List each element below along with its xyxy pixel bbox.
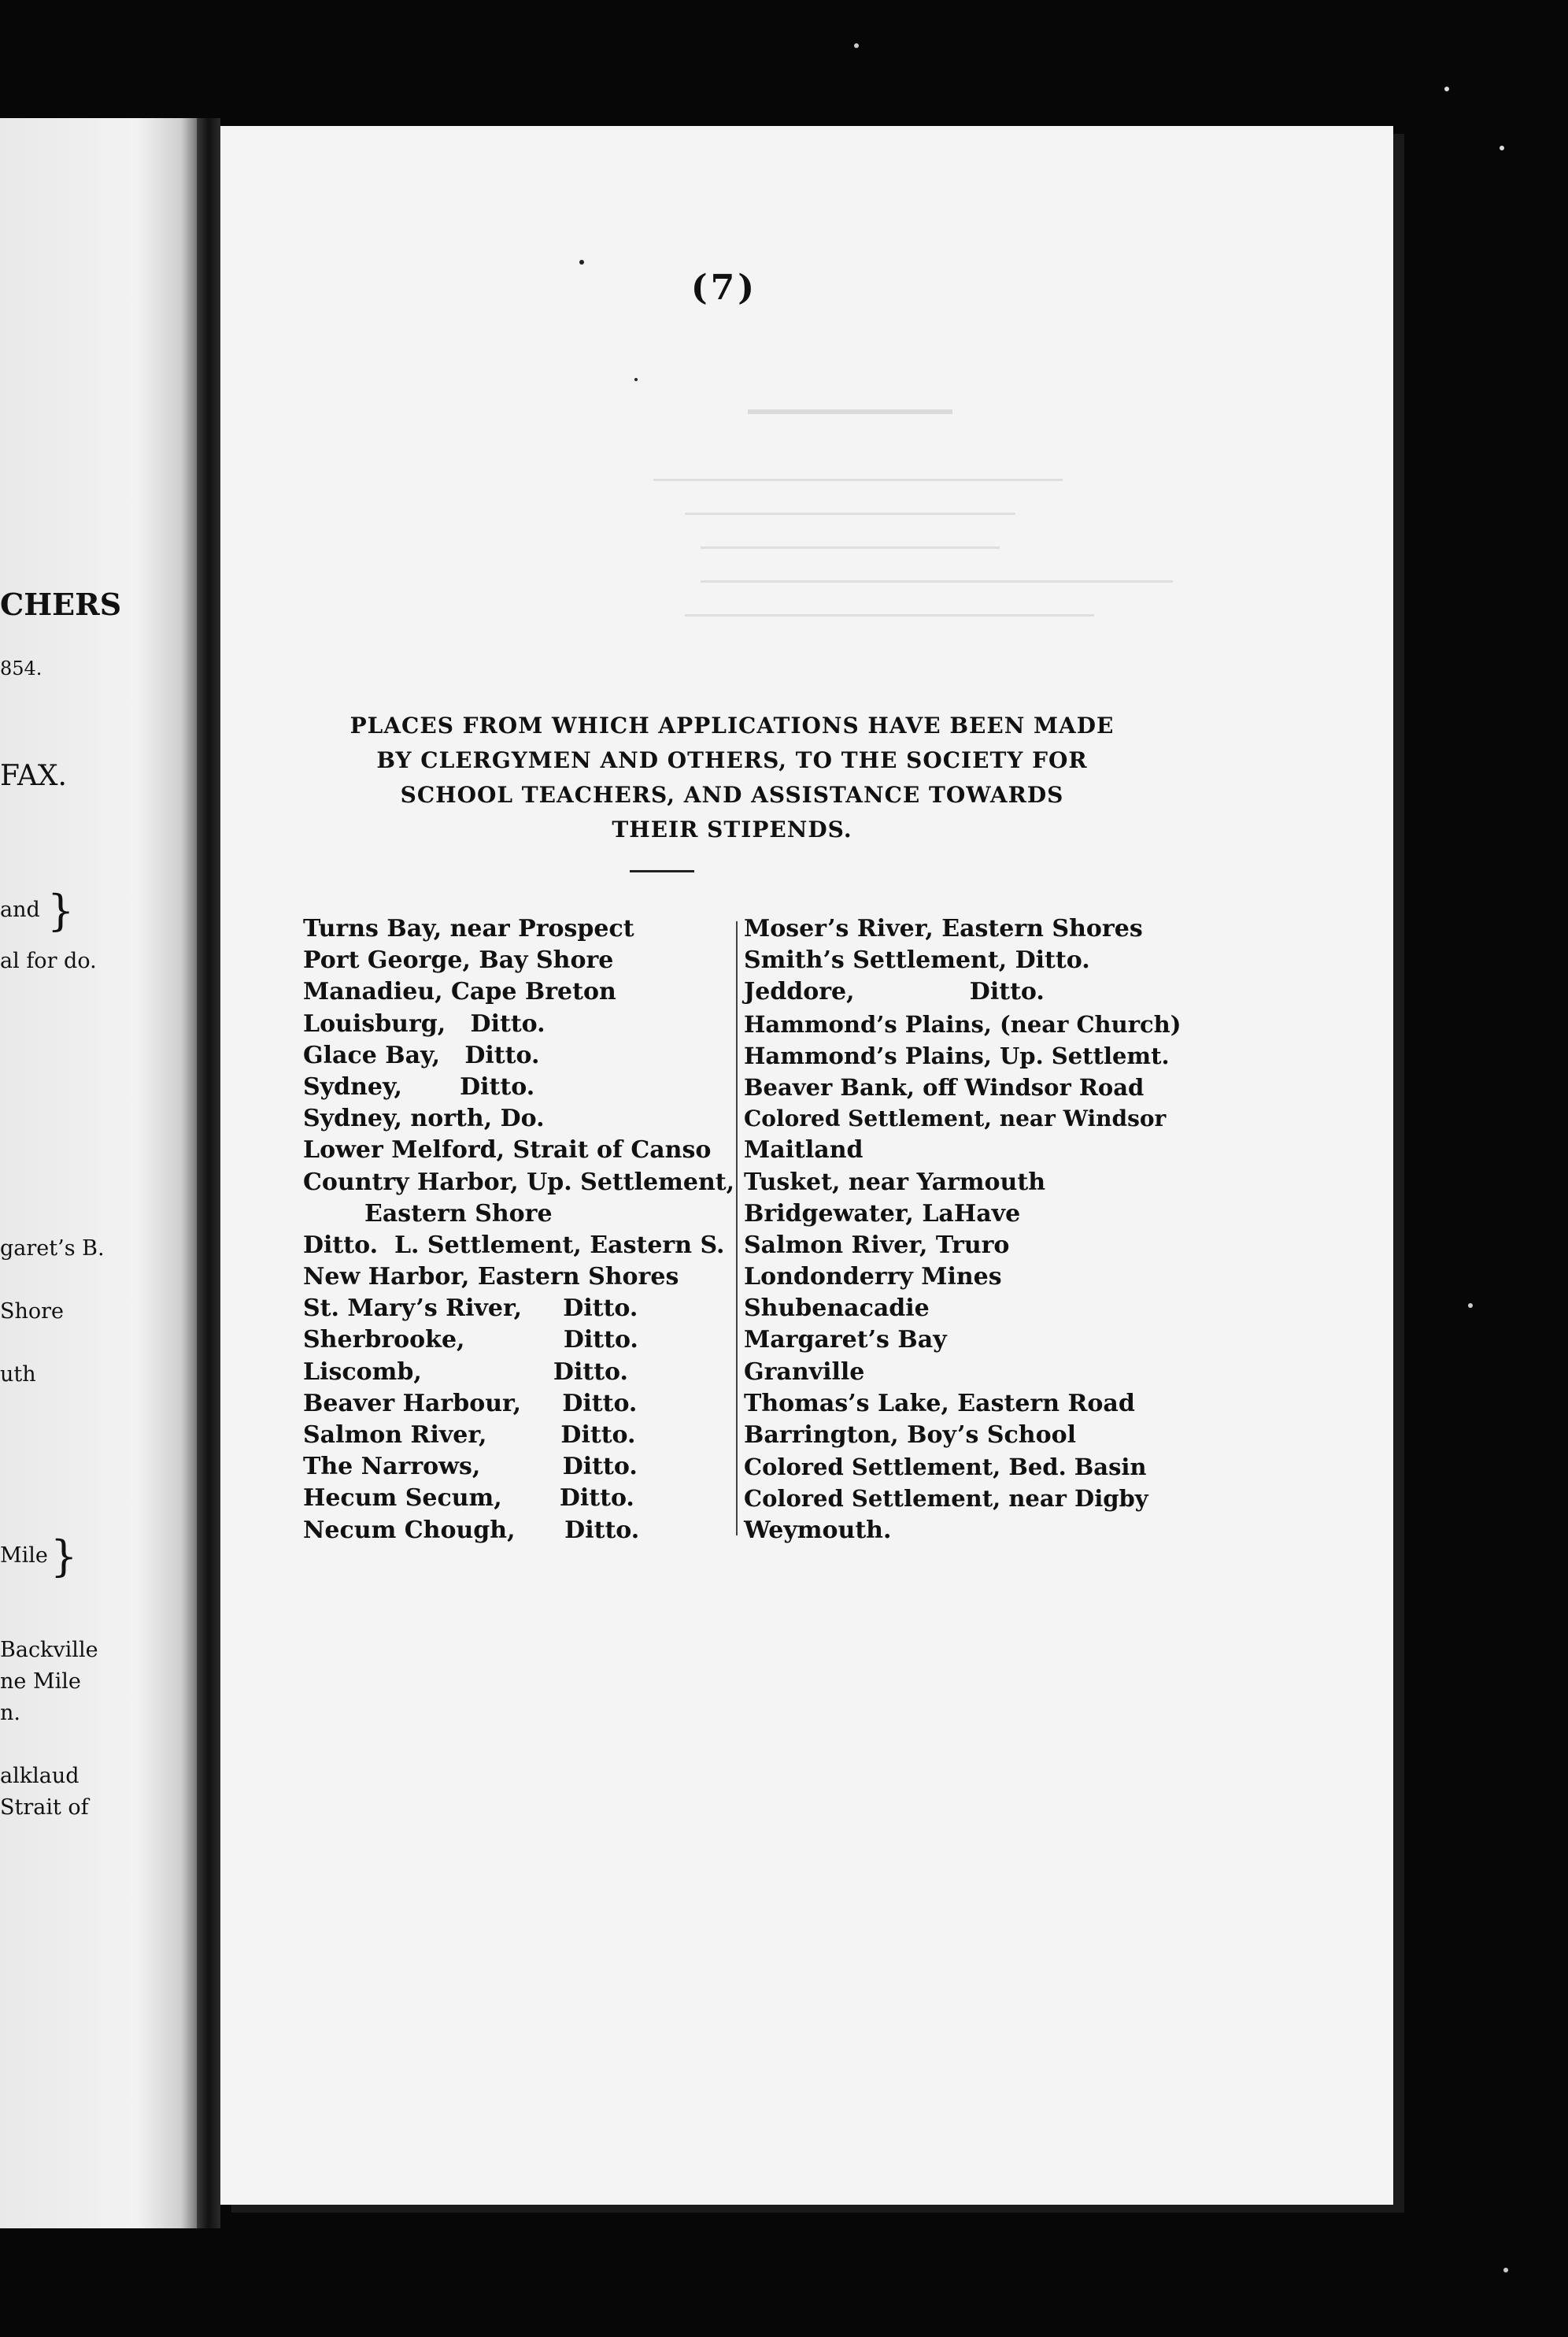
- left-line: uth: [0, 1362, 36, 1387]
- left-line: and: [0, 898, 40, 922]
- list-item: Tusket, near Yarmouth: [744, 1168, 1046, 1196]
- list-item: Lower Melford, Strait of Canso: [303, 1136, 712, 1165]
- speck: [1468, 1303, 1473, 1308]
- brace-glyph: }: [47, 886, 75, 935]
- left-line: alklaud: [0, 1764, 80, 1788]
- list-item: Eastern Shore: [364, 1199, 553, 1228]
- list-item: Shubenacadie: [744, 1294, 930, 1323]
- left-line: al for do.: [0, 949, 97, 973]
- list-item: Hecum Secum, Ditto.: [303, 1484, 634, 1513]
- list-item: Ditto. L. Settlement, Eastern S.: [303, 1231, 725, 1259]
- list-item: Turns Bay, near Prospect: [303, 915, 634, 943]
- speck: [1444, 87, 1449, 91]
- left-line: ne Mile: [0, 1669, 81, 1694]
- brace-glyph: }: [50, 1531, 78, 1581]
- left-line: 854.: [0, 657, 43, 680]
- list-item: Port George, Bay Shore: [303, 946, 614, 975]
- list-item: Jeddore, Ditto.: [744, 978, 1045, 1006]
- left-line: Mile: [0, 1543, 48, 1568]
- list-item: Thomas’s Lake, Eastern Road: [744, 1389, 1135, 1417]
- list-item: Colored Settlement, Bed. Basin: [744, 1454, 1147, 1481]
- left-line: Strait of: [0, 1795, 89, 1820]
- list-item: Colored Settlement, near Digby: [744, 1485, 1148, 1513]
- speck: [1500, 146, 1504, 150]
- list-item: Moser’s River, Eastern Shores: [744, 915, 1143, 943]
- list-item: Smith’s Settlement, Ditto.: [744, 946, 1090, 975]
- list-item: Granville: [744, 1357, 865, 1386]
- list-item: Weymouth.: [744, 1516, 892, 1544]
- heading-line: THEIR STIPENDS.: [612, 817, 852, 843]
- speck: [854, 43, 859, 48]
- places-list-left: [303, 913, 744, 1546]
- left-line: garet’s B.: [0, 1236, 105, 1261]
- heading-rule: [630, 870, 694, 872]
- left-page-fragment: [0, 118, 197, 2228]
- ink-dot: [634, 378, 638, 381]
- list-item: Louisburg, Ditto.: [303, 1009, 545, 1038]
- heading-line: SCHOOL TEACHERS, AND ASSISTANCE TOWARDS: [400, 782, 1064, 808]
- list-item: Sherbrooke, Ditto.: [303, 1326, 638, 1354]
- page-number: (7): [690, 268, 758, 308]
- left-line: Shore: [0, 1299, 65, 1324]
- places-list-right: [744, 913, 1185, 1546]
- heading-line: PLACES FROM WHICH APPLICATIONS HAVE BEEN MADE: [349, 713, 1115, 739]
- list-item: New Harbor, Eastern Shores: [303, 1263, 679, 1291]
- list-item: Colored Settlement, near Windsor: [744, 1106, 1167, 1132]
- list-item: Salmon River, Truro: [744, 1231, 1010, 1259]
- list-item: Margaret’s Bay: [744, 1326, 947, 1354]
- list-item: Hammond’s Plains, Up. Settlemt.: [744, 1042, 1170, 1069]
- page-gutter: [197, 118, 220, 2228]
- list-item: Liscomb, Ditto.: [303, 1357, 628, 1386]
- main-page: [220, 126, 1393, 2205]
- list-item: Sydney, Ditto.: [303, 1072, 535, 1101]
- list-item: St. Mary’s River, Ditto.: [303, 1294, 638, 1323]
- left-line: n.: [0, 1701, 20, 1725]
- list-item: Barrington, Boy’s School: [744, 1421, 1076, 1449]
- list-item: Beaver Harbour, Ditto.: [303, 1389, 638, 1417]
- list-item: Country Harbor, Up. Settlement,: [303, 1168, 735, 1196]
- list-item: The Narrows, Ditto.: [303, 1453, 638, 1481]
- show-through-bleed: [480, 386, 1252, 617]
- list-item: Beaver Bank, off Windsor Road: [744, 1073, 1145, 1101]
- ink-dot: [579, 260, 584, 265]
- left-line: FAX.: [0, 760, 67, 792]
- list-item: Glace Bay, Ditto.: [303, 1041, 540, 1069]
- list-item: Manadieu, Cape Breton: [303, 978, 616, 1006]
- left-line: CHERS: [0, 587, 122, 622]
- list-item: Maitland: [744, 1136, 864, 1165]
- list-item: Bridgewater, LaHave: [744, 1199, 1021, 1228]
- left-line: Backville: [0, 1638, 98, 1662]
- speck: [1503, 2268, 1508, 2272]
- list-item: Salmon River, Ditto.: [303, 1421, 636, 1449]
- section-heading: [283, 709, 1181, 847]
- list-item: Londonderry Mines: [744, 1263, 1002, 1291]
- list-item: Necum Chough, Ditto.: [303, 1516, 640, 1544]
- list-item: Sydney, north, Do.: [303, 1105, 545, 1133]
- list-item: Hammond’s Plains, (near Church): [744, 1010, 1182, 1038]
- heading-line: BY CLERGYMEN AND OTHERS, TO THE SOCIETY FOR: [376, 747, 1088, 773]
